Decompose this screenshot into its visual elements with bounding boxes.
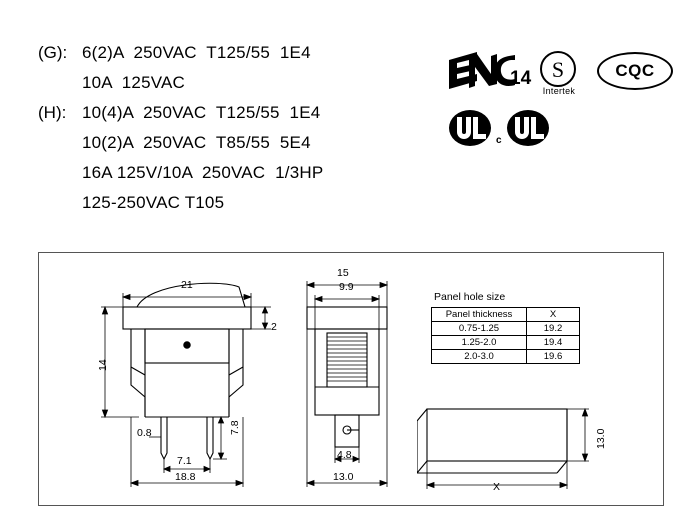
dim-body-width: 18.8 xyxy=(175,471,196,483)
dim-front-width: 21 xyxy=(181,279,193,291)
table-cell: 19.4 xyxy=(527,336,580,350)
spec-line xyxy=(38,68,438,98)
dim-pin-spacing: 7.1 xyxy=(177,455,192,467)
spec-text: 10(2)A 250VAC T85/55 5E4 xyxy=(82,133,311,152)
s-mark xyxy=(537,50,581,96)
table-row xyxy=(432,336,580,350)
spec-text: 16A 125V/10A 250VAC 1/3HP xyxy=(82,163,324,182)
enec-number: 14 xyxy=(510,68,532,89)
table-cell: 1.25-2.0 xyxy=(432,336,527,350)
table-header-cell: Panel thickness xyxy=(432,308,527,322)
spec-line xyxy=(38,158,438,188)
s-mark-label: Intertek xyxy=(542,86,576,96)
ul-icon-2 xyxy=(505,108,551,148)
table-row xyxy=(432,350,580,364)
cqc-text: CQC xyxy=(597,52,673,90)
spec-line xyxy=(38,128,438,158)
table-header-row xyxy=(432,308,580,322)
dim-bezel-height: 2 xyxy=(271,321,277,333)
specification-block xyxy=(38,38,438,218)
table-cell: 0.75-1.25 xyxy=(432,322,527,336)
panel-hole-table xyxy=(431,307,580,364)
dim-terminal-width: 4.8 xyxy=(337,449,352,461)
table-header-cell: X xyxy=(527,308,580,322)
spec-line xyxy=(38,98,438,128)
spec-line xyxy=(38,38,438,68)
spec-text: 6(2)A 250VAC T125/55 1E4 xyxy=(82,43,311,62)
spec-label-h: (H): xyxy=(38,103,67,122)
ul-marks xyxy=(447,108,551,148)
dim-pin-height: 7.8 xyxy=(229,420,241,435)
dim-cutout-width: X xyxy=(493,481,501,493)
cqc-mark xyxy=(597,52,673,90)
table-cell: 2.0-3.0 xyxy=(432,350,527,364)
spec-label-g: (G): xyxy=(38,43,68,62)
panel-hole-title: Panel hole size xyxy=(434,291,506,303)
side-view-drawing xyxy=(287,267,427,495)
svg-text:S: S xyxy=(551,57,565,82)
spec-text: 10(4)A 250VAC T125/55 1E4 xyxy=(82,103,321,122)
table-cell: 19.2 xyxy=(527,322,580,336)
spec-text: 10A 125VAC xyxy=(82,73,186,92)
enec-mark xyxy=(447,50,535,94)
panel-cutout-drawing xyxy=(417,399,607,495)
certification-marks xyxy=(447,42,677,162)
dim-front-height: 14 xyxy=(97,359,109,371)
spec-line xyxy=(38,188,438,218)
ul-icon-1 xyxy=(447,108,493,148)
dim-side-total-height: 13.0 xyxy=(333,471,354,483)
table-cell: 19.6 xyxy=(527,350,580,364)
drawing-frame xyxy=(38,252,664,506)
ul-c-label: c xyxy=(496,135,502,146)
dim-cutout-height: 13.0 xyxy=(595,428,607,449)
dim-side-outer-width: 15 xyxy=(337,267,349,279)
spec-text: 125-250VAC T105 xyxy=(82,193,225,212)
table-row xyxy=(432,322,580,336)
dim-pin-thickness: 0.8 xyxy=(137,427,152,439)
dim-side-inner-width: 9.9 xyxy=(339,281,354,293)
